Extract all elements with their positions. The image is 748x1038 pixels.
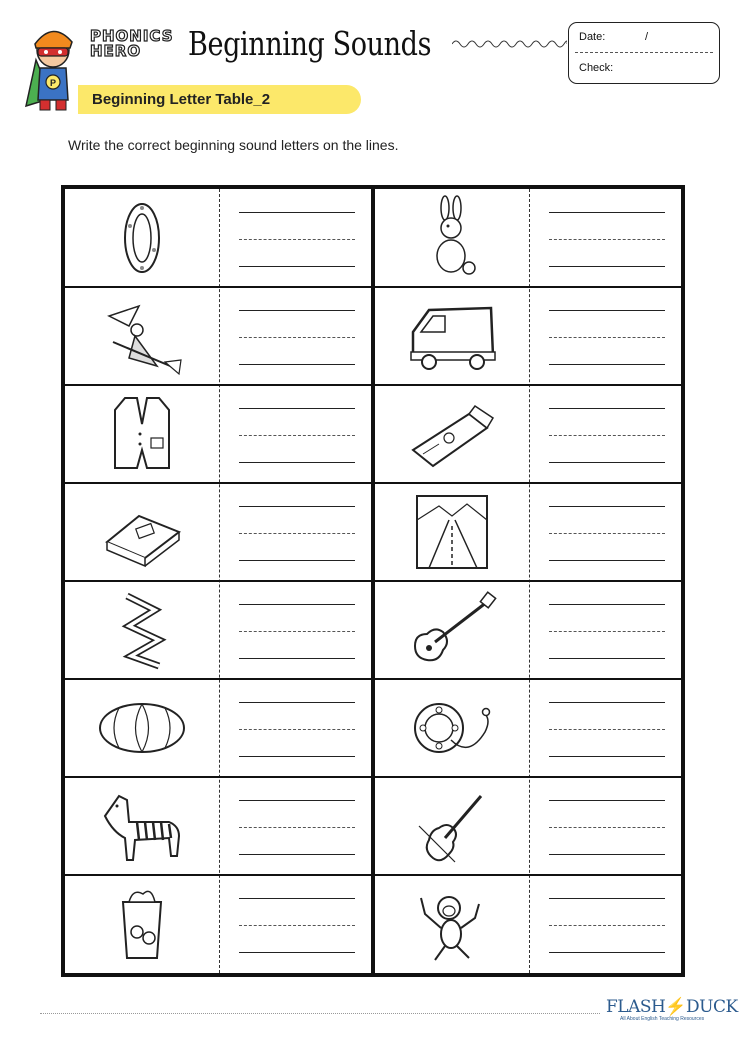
date-label: Date: [579, 31, 606, 43]
brand-line1: PHONICS [90, 27, 174, 45]
table-row-picture [375, 581, 529, 678]
table-row-picture [65, 189, 219, 286]
logo-tagline: All About English Teaching Resources [620, 1016, 705, 1022]
table-row-picture [65, 777, 219, 874]
brand-line2: HERO [90, 42, 142, 60]
answer-lines[interactable] [239, 898, 355, 954]
answer-lines[interactable] [549, 212, 665, 268]
answer-lines[interactable] [549, 898, 665, 954]
table-row-picture [65, 679, 219, 776]
letter-table [61, 185, 685, 977]
table-row-picture [375, 287, 529, 384]
road-icon [409, 492, 495, 572]
check-label: Check: [579, 62, 614, 74]
answer-lines[interactable] [549, 408, 665, 464]
answer-lines[interactable] [549, 702, 665, 758]
date-divider [575, 52, 713, 53]
table-row-picture [375, 483, 529, 580]
table-row-picture [375, 385, 529, 482]
violin-icon [409, 786, 495, 866]
answer-lines[interactable] [549, 310, 665, 366]
yoyo-icon [409, 688, 495, 768]
answer-lines[interactable] [239, 408, 355, 464]
logo-wordmark [606, 997, 738, 1017]
table-row-picture [65, 875, 219, 972]
phonics-hero-mascot-icon [22, 20, 84, 112]
instruction-text: Write the correct beginning sound letters on the lines. [68, 137, 399, 153]
rabbit-icon [409, 198, 495, 278]
date-check-box [568, 22, 720, 84]
table-row-picture [65, 483, 219, 580]
phonics-hero-logo [90, 29, 182, 59]
table-row-picture [375, 189, 529, 286]
yogurt-icon [99, 884, 185, 964]
watermelon-icon [99, 688, 185, 768]
zero-icon [99, 198, 185, 278]
subtitle-banner [78, 85, 361, 114]
answer-lines[interactable] [239, 604, 355, 660]
monkey-icon [409, 884, 495, 964]
table-row-picture [375, 679, 529, 776]
guitar-icon [409, 590, 495, 670]
table-row-picture [65, 287, 219, 384]
page-title: Beginning Sounds [188, 24, 432, 63]
answer-lines[interactable] [239, 310, 355, 366]
answer-lines[interactable] [549, 604, 665, 660]
logo-part1: FLASH [606, 997, 666, 1017]
table-row-picture [375, 777, 529, 874]
answer-lines[interactable] [549, 506, 665, 562]
vest-icon [99, 394, 185, 474]
lightning-bolt-icon: ⚡ [665, 997, 687, 1017]
logo-part2: DUCK [686, 997, 738, 1017]
zebra-icon [99, 786, 185, 866]
answer-lines[interactable] [239, 702, 355, 758]
subtitle: Beginning Letter Table_2 [92, 91, 271, 108]
date-separator: / [645, 31, 649, 43]
answer-lines[interactable] [239, 800, 355, 856]
table-row-picture [65, 581, 219, 678]
book-icon [99, 492, 185, 572]
flashduck-logo [606, 997, 738, 1027]
table-row-picture [375, 875, 529, 972]
zigzag-icon [99, 590, 185, 670]
witch-icon [99, 296, 185, 376]
table-row-picture [65, 385, 219, 482]
footer-divider [40, 1013, 600, 1014]
gum-icon [409, 394, 495, 474]
van-icon [409, 296, 495, 376]
squiggle-decoration-icon [452, 38, 567, 50]
svg-text:P: P [49, 78, 57, 88]
answer-lines[interactable] [239, 212, 355, 268]
answer-lines[interactable] [549, 800, 665, 856]
answer-lines[interactable] [239, 506, 355, 562]
